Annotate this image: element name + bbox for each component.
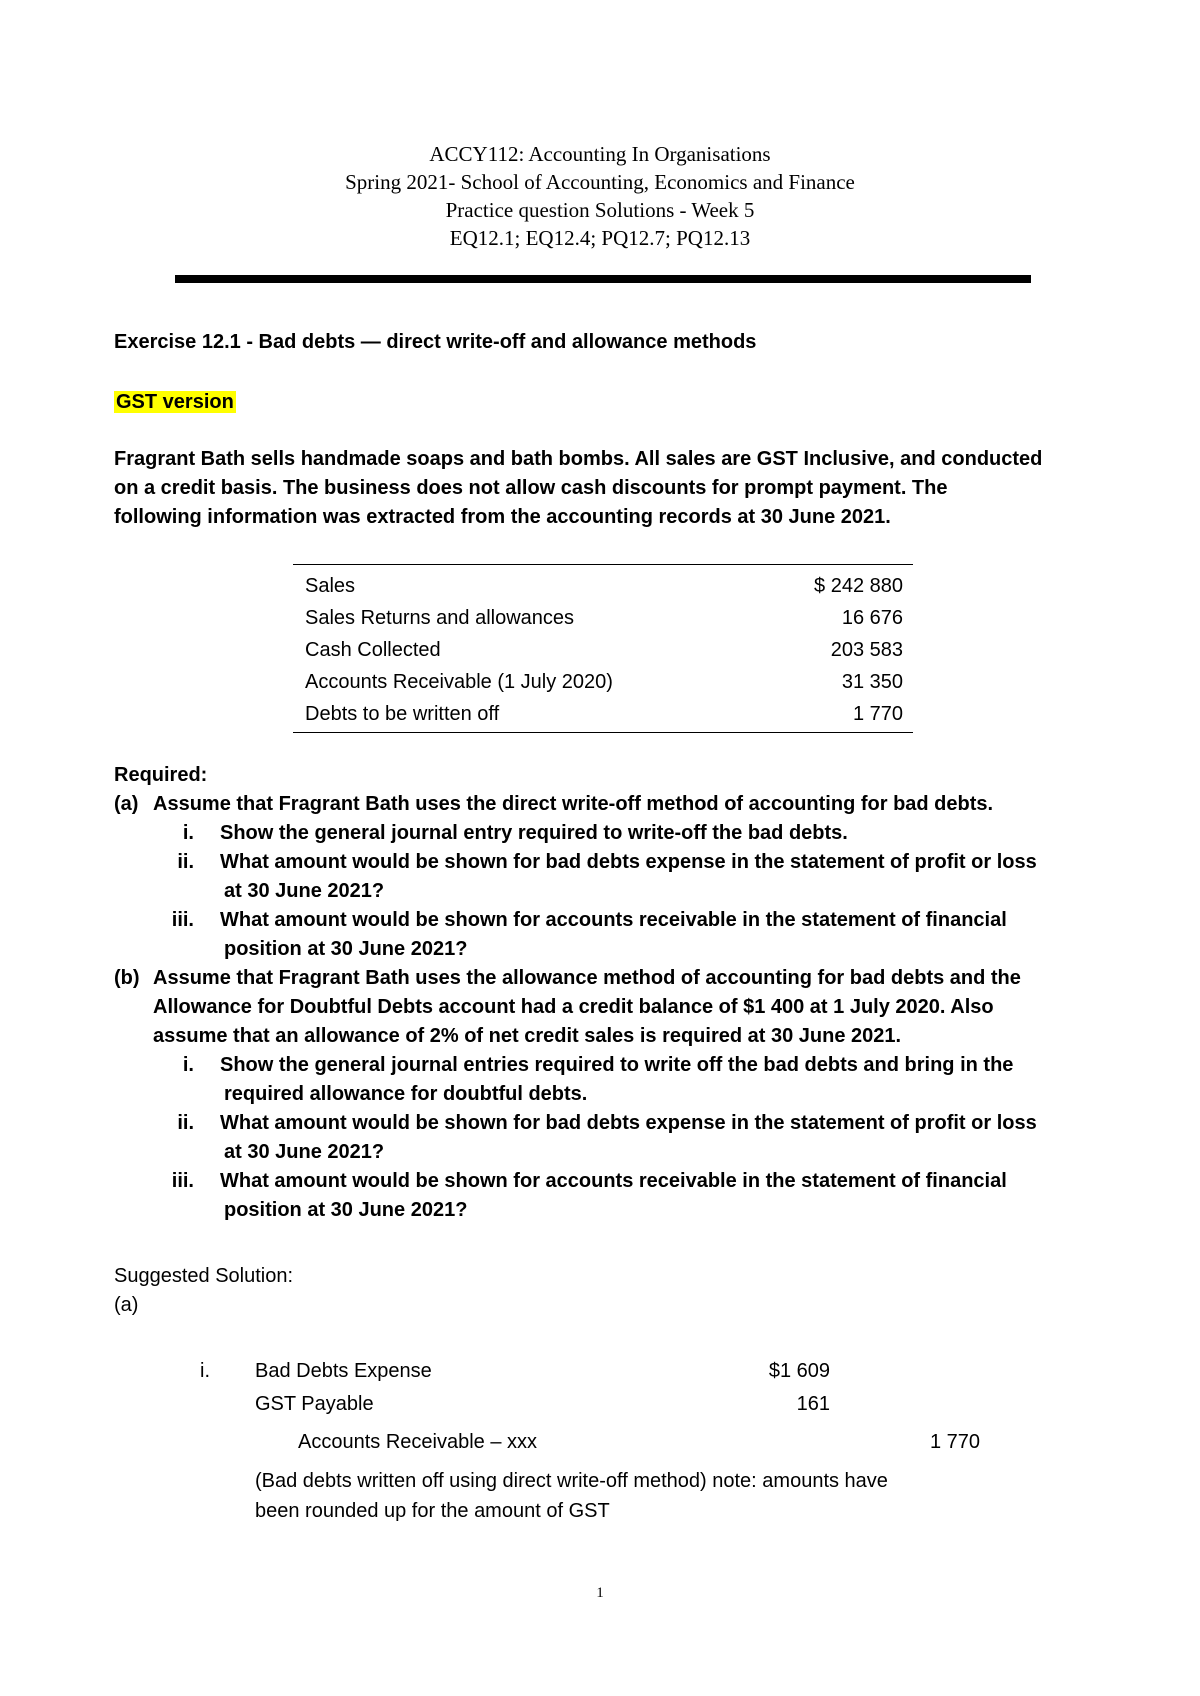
- header-divider: [175, 275, 1031, 283]
- journal-narration: [255, 1466, 1015, 1526]
- school-line: Spring 2021- School of Accounting, Economics and Finance: [345, 170, 855, 194]
- required-heading: Required:: [114, 764, 208, 786]
- item-label: (b): [114, 967, 140, 989]
- item-text: Assume that Fragrant Bath uses the allowance method of accounting for bad debts and the: [153, 967, 1021, 989]
- row-label: Sales: [305, 575, 356, 597]
- document-header: [0, 140, 1200, 252]
- narration-line: been rounded up for the amount of GST: [255, 1500, 610, 1522]
- table-row: [293, 698, 913, 730]
- journal-credit: 1 770: [929, 1431, 980, 1453]
- required-b-cont2: assume that an allowance of 2% of net credit sales is required at 30 June 2021.: [153, 1025, 902, 1047]
- row-label: Debts to be written off: [305, 703, 500, 725]
- accounting-data-table: [293, 564, 913, 733]
- item-label: ii.: [177, 851, 194, 873]
- required-b-i: [114, 1051, 1114, 1080]
- required-a-i: [114, 819, 1114, 848]
- required-a: [114, 790, 1114, 819]
- item-text: Show the general journal entry required to write-off the bad debts.: [220, 822, 848, 844]
- item-label: iii.: [171, 1170, 194, 1192]
- row-label: Accounts Receivable (1 July 2020): [305, 671, 613, 693]
- page-number: 1: [596, 1585, 604, 1601]
- required-b-ii-cont: at 30 June 2021?: [224, 1141, 385, 1163]
- required-b-iii-cont: position at 30 June 2021?: [224, 1199, 468, 1221]
- version-label-wrap: [114, 388, 236, 417]
- required-a-iii: [114, 906, 1114, 935]
- solution-heading: Suggested Solution:: [114, 1265, 294, 1287]
- item-label: i.: [182, 822, 194, 844]
- required-section: [114, 761, 1114, 1225]
- journal-account: GST Payable: [255, 1393, 374, 1415]
- course-title: ACCY112: Accounting In Organisations: [429, 142, 771, 166]
- item-text: What amount would be shown for bad debts expense in the statement of profit or loss: [220, 1112, 1037, 1134]
- item-label: ii.: [177, 1112, 194, 1134]
- question-list: EQ12.1; EQ12.4; PQ12.7; PQ12.13: [449, 226, 751, 250]
- journal-debit: 161: [796, 1393, 830, 1415]
- suggested-solution: [114, 1262, 293, 1320]
- solution-part-label: (a): [114, 1294, 139, 1316]
- journal-account: Bad Debts Expense: [255, 1360, 432, 1382]
- item-text: Assume that Fragrant Bath uses the direct write-off method of accounting for bad debts.: [153, 793, 994, 815]
- intro-line: following information was extracted from the accounting records at 30 June 2021.: [114, 506, 891, 528]
- required-a-ii: [114, 848, 1114, 877]
- required-a-ii-cont: at 30 June 2021?: [224, 880, 385, 902]
- row-value: 203 583: [830, 639, 903, 661]
- item-label: (a): [114, 793, 139, 815]
- row-label: Sales Returns and allowances: [305, 607, 575, 629]
- required-b-i-cont: required allowance for doubtful debts.: [224, 1083, 588, 1105]
- journal-item-label: i.: [200, 1360, 210, 1382]
- table-row: [293, 570, 913, 602]
- solutions-title: Practice question Solutions - Week 5: [445, 198, 755, 222]
- gst-version-highlight: GST version: [116, 391, 234, 413]
- row-value: 31 350: [841, 671, 903, 693]
- intro-line: Fragrant Bath sells handmade soaps and bath bombs. All sales are GST Inclusive, and conducted: [114, 448, 1043, 470]
- required-a-iii-cont: position at 30 June 2021?: [224, 938, 468, 960]
- item-label: i.: [182, 1054, 194, 1076]
- exercise-intro: [114, 445, 1094, 532]
- item-text: What amount would be shown for accounts receivable in the statement of financial: [220, 909, 1007, 931]
- required-b: [114, 964, 1114, 993]
- row-label: Cash Collected: [305, 639, 441, 661]
- intro-line: on a credit basis. The business does not allow cash discounts for prompt payment. The: [114, 477, 948, 499]
- item-text: Show the general journal entries required to write off the bad debts and bring in the: [220, 1054, 1014, 1076]
- item-text: What amount would be shown for bad debts expense in the statement of profit or loss: [220, 851, 1037, 873]
- table-row: [293, 634, 913, 666]
- required-b-ii: [114, 1109, 1114, 1138]
- item-text: What amount would be shown for accounts receivable in the statement of financial: [220, 1170, 1007, 1192]
- row-value: 1 770: [852, 703, 903, 725]
- required-b-iii: [114, 1167, 1114, 1196]
- required-b-cont1: Allowance for Doubtful Debts account had a credit balance of $1 400 at 1 July 2020. Also: [153, 996, 994, 1018]
- row-value: $ 242 880: [814, 575, 903, 597]
- table-row: [293, 666, 913, 698]
- item-label: iii.: [171, 909, 194, 931]
- exercise-title: Exercise 12.1 - Bad debts — direct write-off and allowance methods: [114, 331, 757, 353]
- journal-debit: $1 609: [768, 1360, 830, 1382]
- narration-line: (Bad debts written off using direct write-off method) note: amounts have: [255, 1470, 888, 1492]
- journal-account: Accounts Receivable – xxx: [298, 1431, 538, 1453]
- table-row: [293, 602, 913, 634]
- row-value: 16 676: [841, 607, 903, 629]
